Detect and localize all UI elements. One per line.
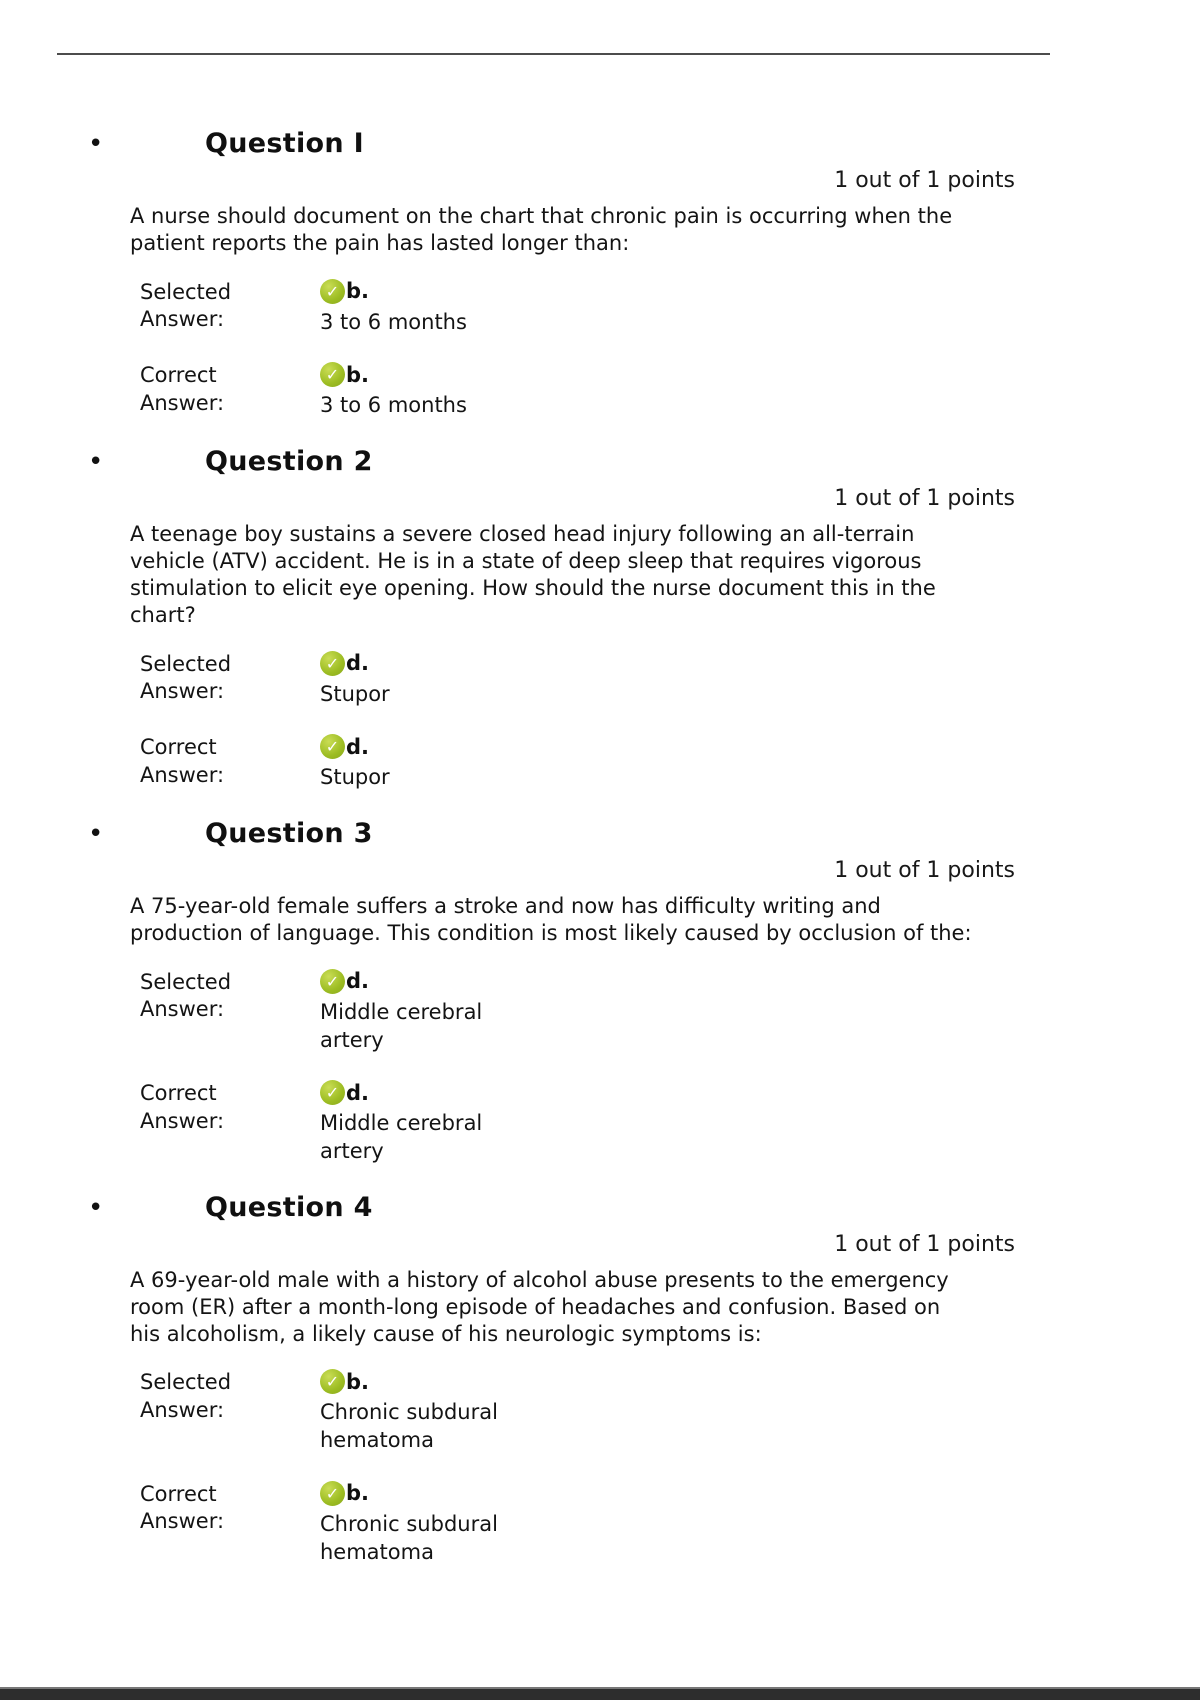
question-points: 1 out of 1 points bbox=[834, 1231, 1015, 1257]
answer-letter: b. bbox=[346, 1481, 370, 1506]
correct-answer-row bbox=[140, 734, 1200, 792]
question-block-2 bbox=[0, 446, 1200, 792]
bullet-icon: • bbox=[88, 1192, 104, 1223]
answer-text: 3 to 6 months bbox=[320, 309, 467, 334]
selected-answer-row bbox=[140, 1369, 1200, 1454]
question-points: 1 out of 1 points bbox=[834, 858, 1015, 884]
check-circle-icon: ✓ bbox=[320, 734, 345, 759]
answer-text: Chronic subdural hematoma bbox=[320, 1511, 498, 1564]
question-title: Question 2 bbox=[205, 446, 373, 478]
answer-letter: b. bbox=[346, 1369, 370, 1394]
selected-answer-row bbox=[140, 279, 1200, 337]
question-text: A nurse should document on the chart that chronic pain is occurring when the patient reports the pain has lasted longer than: bbox=[130, 204, 953, 255]
question-block-1 bbox=[0, 128, 1200, 420]
question-title: Question I bbox=[205, 128, 364, 159]
correct-answer-row bbox=[140, 1481, 1200, 1566]
correct-answer-label: Correct Answer: bbox=[140, 363, 225, 415]
selected-answer-row bbox=[140, 969, 1200, 1054]
question-header bbox=[0, 818, 1200, 849]
selected-answer-value bbox=[320, 651, 390, 709]
question-points: 1 out of 1 points bbox=[834, 168, 1015, 193]
question-header bbox=[0, 446, 1200, 477]
question-header bbox=[0, 128, 1200, 159]
correct-answer-label: Correct Answer: bbox=[140, 735, 225, 787]
check-circle-icon: ✓ bbox=[320, 1481, 345, 1506]
answer-letter: d. bbox=[346, 1080, 370, 1105]
question-points: 1 out of 1 points bbox=[834, 486, 1015, 512]
check-circle-icon: ✓ bbox=[320, 362, 345, 387]
selected-answer-label: Selected Answer: bbox=[140, 969, 232, 1022]
correct-answer-row bbox=[140, 362, 1200, 420]
selected-answer-row bbox=[140, 651, 1200, 709]
answer-letter: b. bbox=[346, 362, 370, 387]
check-circle-icon: ✓ bbox=[320, 651, 345, 676]
check-circle-icon: ✓ bbox=[320, 969, 345, 994]
top-divider bbox=[57, 53, 1050, 55]
answer-letter: d. bbox=[346, 734, 370, 759]
correct-answer-value bbox=[320, 1481, 515, 1566]
answer-letter: b. bbox=[346, 279, 370, 304]
questions-list bbox=[0, 128, 1200, 1592]
answer-text: 3 to 6 months bbox=[320, 393, 467, 418]
question-text: A teenage boy sustains a severe closed head injury following an all-terrain vehicle (ATV) accident. He is in a state of deep sleep that requires vigorous stimulation to elicit eye opening. How should the nurse document this in the chart? bbox=[130, 522, 936, 627]
question-text: A 69-year-old male with a history of alcohol abuse presents to the emergency room (ER) after a month-long episode of headaches and confusion. Based on his alcoholism, a likely cause of his neurologic symptoms is: bbox=[130, 1267, 949, 1346]
question-header bbox=[0, 1192, 1200, 1223]
answer-letter: d. bbox=[346, 969, 370, 994]
correct-answer-row bbox=[140, 1080, 1200, 1165]
question-block-3 bbox=[0, 818, 1200, 1166]
answer-text: Middle cerebral artery bbox=[320, 1111, 483, 1164]
correct-answer-label: Correct Answer: bbox=[140, 1081, 225, 1133]
check-circle-icon: ✓ bbox=[320, 1080, 345, 1105]
selected-answer-value bbox=[320, 969, 515, 1054]
correct-answer-label: Correct Answer: bbox=[140, 1481, 225, 1534]
check-circle-icon: ✓ bbox=[320, 279, 345, 304]
question-text: A 75-year-old female suffers a stroke and now has difficulty writing and production of language. This condition is most likely caused by occlusion of the: bbox=[130, 894, 972, 945]
question-title: Question 4 bbox=[205, 1191, 373, 1223]
bullet-icon: • bbox=[88, 819, 104, 850]
correct-answer-value bbox=[320, 1080, 515, 1165]
question-block-4 bbox=[0, 1192, 1200, 1567]
selected-answer-value bbox=[320, 279, 467, 337]
answer-text: Stupor bbox=[320, 681, 390, 706]
bottom-divider bbox=[0, 1687, 1200, 1700]
selected-answer-value bbox=[320, 1369, 515, 1454]
selected-answer-label: Selected Answer: bbox=[140, 279, 232, 332]
question-title: Question 3 bbox=[205, 818, 373, 850]
answer-letter: d. bbox=[346, 651, 370, 676]
selected-answer-label: Selected Answer: bbox=[140, 1370, 232, 1422]
bullet-icon: • bbox=[88, 129, 104, 159]
selected-answer-label: Selected Answer: bbox=[140, 651, 232, 703]
answer-text: Chronic subdural hematoma bbox=[320, 1400, 498, 1453]
answer-text: Middle cerebral artery bbox=[320, 999, 483, 1052]
correct-answer-value bbox=[320, 734, 390, 792]
check-circle-icon: ✓ bbox=[320, 1369, 345, 1394]
correct-answer-value bbox=[320, 362, 467, 420]
answer-text: Stupor bbox=[320, 765, 390, 790]
bullet-icon: • bbox=[88, 447, 104, 478]
